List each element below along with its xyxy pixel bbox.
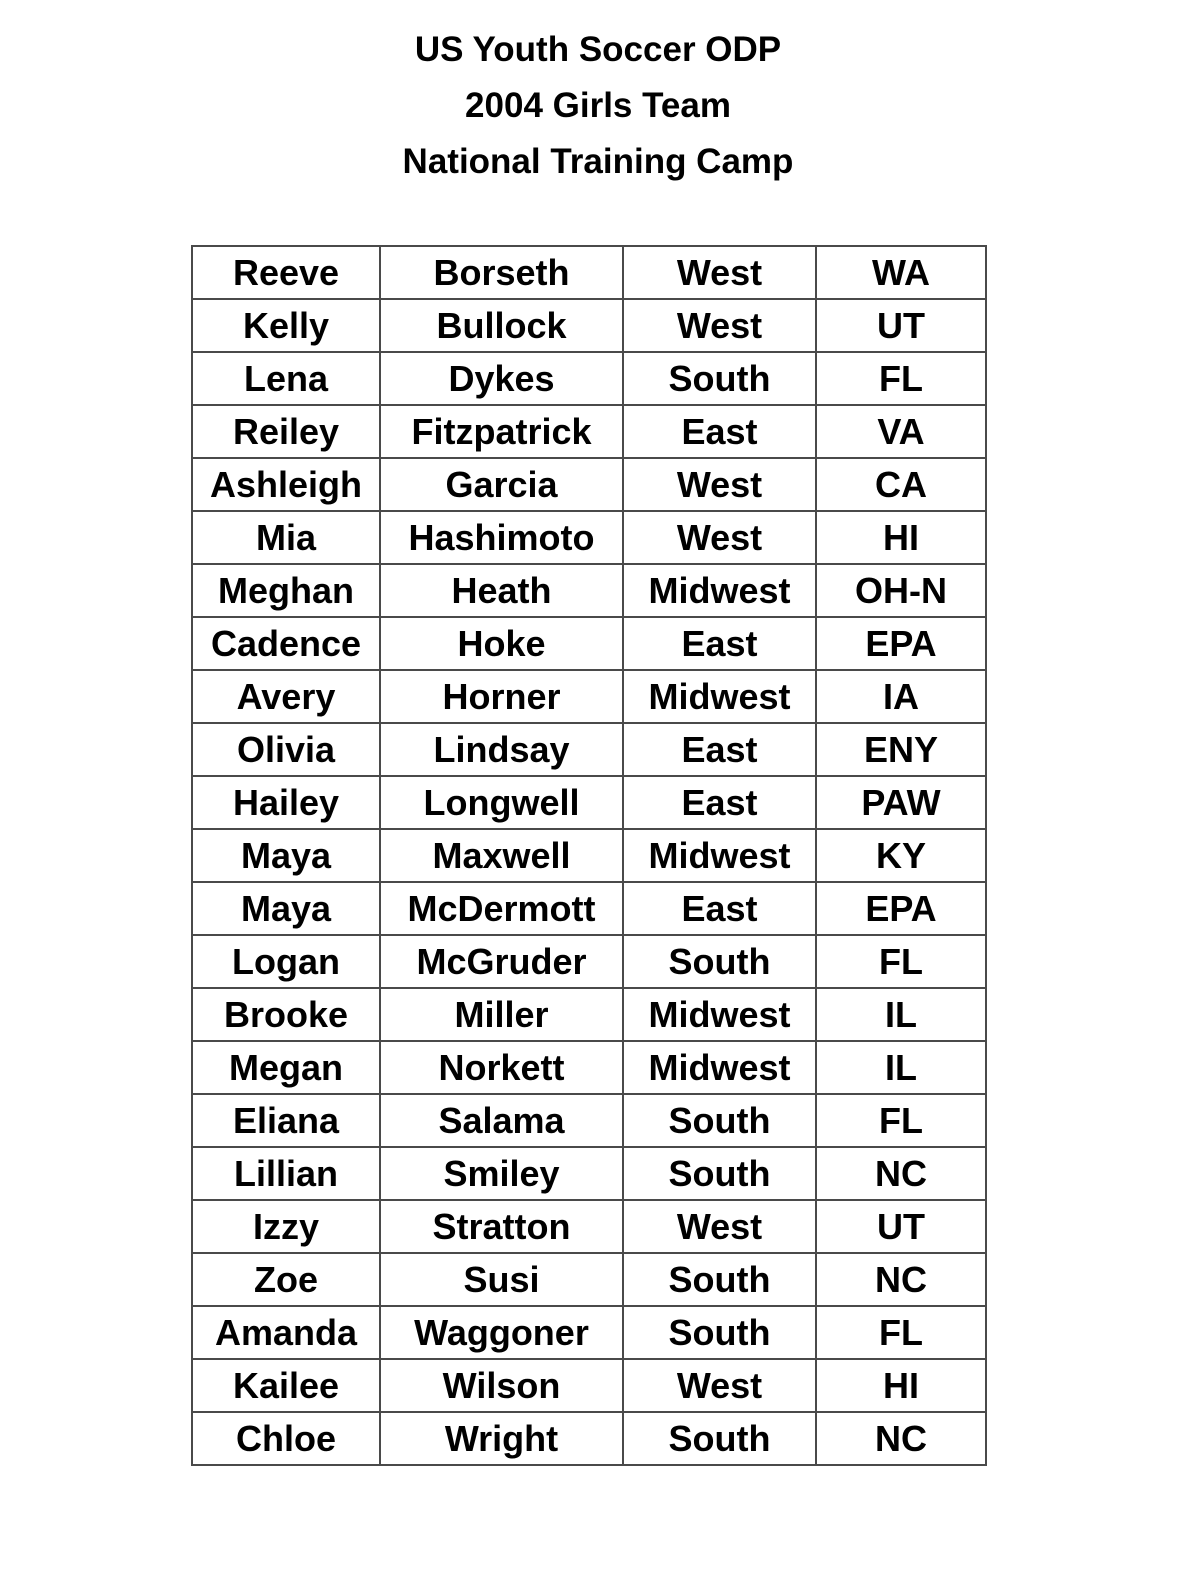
table-row <box>192 935 986 988</box>
state-cell: NC <box>816 1147 986 1200</box>
first-name-cell: Chloe <box>192 1412 380 1465</box>
state-cell: UT <box>816 299 986 352</box>
last-name-cell: Norkett <box>380 1041 623 1094</box>
last-name-cell: Stratton <box>380 1200 623 1253</box>
last-name-cell: Hoke <box>380 617 623 670</box>
first-name-cell: Olivia <box>192 723 380 776</box>
region-cell: East <box>623 882 816 935</box>
state-cell: CA <box>816 458 986 511</box>
state-cell: PAW <box>816 776 986 829</box>
table-row <box>192 564 986 617</box>
table-row <box>192 1412 986 1465</box>
first-name-cell: Maya <box>192 829 380 882</box>
last-name-cell: Heath <box>380 564 623 617</box>
document-title <box>0 22 1196 190</box>
region-cell: Midwest <box>623 670 816 723</box>
last-name-cell: Fitzpatrick <box>380 405 623 458</box>
state-cell: IL <box>816 988 986 1041</box>
first-name-cell: Kelly <box>192 299 380 352</box>
table-row <box>192 1200 986 1253</box>
table-row <box>192 1306 986 1359</box>
last-name-cell: Maxwell <box>380 829 623 882</box>
last-name-cell: Wright <box>380 1412 623 1465</box>
table-row <box>192 829 986 882</box>
last-name-cell: Borseth <box>380 246 623 299</box>
table-row <box>192 776 986 829</box>
state-cell: ENY <box>816 723 986 776</box>
last-name-cell: Susi <box>380 1253 623 1306</box>
first-name-cell: Zoe <box>192 1253 380 1306</box>
state-cell: OH-N <box>816 564 986 617</box>
region-cell: Midwest <box>623 564 816 617</box>
roster-table-body <box>192 246 986 1465</box>
table-row <box>192 299 986 352</box>
state-cell: IA <box>816 670 986 723</box>
table-row <box>192 1041 986 1094</box>
table-row <box>192 246 986 299</box>
first-name-cell: Reiley <box>192 405 380 458</box>
region-cell: West <box>623 1359 816 1412</box>
first-name-cell: Maya <box>192 882 380 935</box>
region-cell: South <box>623 1094 816 1147</box>
state-cell: EPA <box>816 617 986 670</box>
region-cell: East <box>623 776 816 829</box>
state-cell: FL <box>816 1306 986 1359</box>
region-cell: Midwest <box>623 829 816 882</box>
last-name-cell: McDermott <box>380 882 623 935</box>
title-organization: US Youth Soccer ODP <box>414 30 782 69</box>
table-row <box>192 723 986 776</box>
region-cell: South <box>623 1412 816 1465</box>
region-cell: West <box>623 246 816 299</box>
first-name-cell: Brooke <box>192 988 380 1041</box>
first-name-cell: Lena <box>192 352 380 405</box>
state-cell: UT <box>816 1200 986 1253</box>
table-row <box>192 617 986 670</box>
region-cell: South <box>623 352 816 405</box>
region-cell: West <box>623 1200 816 1253</box>
table-row <box>192 1359 986 1412</box>
region-cell: South <box>623 935 816 988</box>
region-cell: South <box>623 1253 816 1306</box>
last-name-cell: Wilson <box>380 1359 623 1412</box>
last-name-cell: Waggoner <box>380 1306 623 1359</box>
region-cell: South <box>623 1147 816 1200</box>
first-name-cell: Avery <box>192 670 380 723</box>
region-cell: Midwest <box>623 1041 816 1094</box>
table-row <box>192 988 986 1041</box>
state-cell: NC <box>816 1412 986 1465</box>
last-name-cell: Garcia <box>380 458 623 511</box>
last-name-cell: Longwell <box>380 776 623 829</box>
region-cell: West <box>623 299 816 352</box>
table-row <box>192 1094 986 1147</box>
state-cell: IL <box>816 1041 986 1094</box>
first-name-cell: Meghan <box>192 564 380 617</box>
last-name-cell: Bullock <box>380 299 623 352</box>
first-name-cell: Eliana <box>192 1094 380 1147</box>
table-row <box>192 511 986 564</box>
region-cell: Midwest <box>623 988 816 1041</box>
region-cell: South <box>623 1306 816 1359</box>
last-name-cell: Salama <box>380 1094 623 1147</box>
state-cell: FL <box>816 1094 986 1147</box>
first-name-cell: Hailey <box>192 776 380 829</box>
first-name-cell: Lillian <box>192 1147 380 1200</box>
first-name-cell: Reeve <box>192 246 380 299</box>
state-cell: EPA <box>816 882 986 935</box>
first-name-cell: Mia <box>192 511 380 564</box>
table-row <box>192 352 986 405</box>
first-name-cell: Cadence <box>192 617 380 670</box>
title-event: National Training Camp <box>402 142 794 181</box>
state-cell: HI <box>816 1359 986 1412</box>
state-cell: WA <box>816 246 986 299</box>
last-name-cell: McGruder <box>380 935 623 988</box>
last-name-cell: Dykes <box>380 352 623 405</box>
last-name-cell: Hashimoto <box>380 511 623 564</box>
table-row <box>192 458 986 511</box>
first-name-cell: Megan <box>192 1041 380 1094</box>
last-name-cell: Smiley <box>380 1147 623 1200</box>
table-row <box>192 670 986 723</box>
region-cell: East <box>623 617 816 670</box>
table-row <box>192 1147 986 1200</box>
first-name-cell: Izzy <box>192 1200 380 1253</box>
state-cell: VA <box>816 405 986 458</box>
table-row <box>192 1253 986 1306</box>
region-cell: East <box>623 405 816 458</box>
region-cell: East <box>623 723 816 776</box>
state-cell: HI <box>816 511 986 564</box>
region-cell: West <box>623 458 816 511</box>
first-name-cell: Kailee <box>192 1359 380 1412</box>
state-cell: FL <box>816 352 986 405</box>
first-name-cell: Amanda <box>192 1306 380 1359</box>
table-row <box>192 882 986 935</box>
last-name-cell: Horner <box>380 670 623 723</box>
state-cell: NC <box>816 1253 986 1306</box>
title-team: 2004 Girls Team <box>465 86 731 125</box>
first-name-cell: Ashleigh <box>192 458 380 511</box>
table-row <box>192 405 986 458</box>
last-name-cell: Lindsay <box>380 723 623 776</box>
first-name-cell: Logan <box>192 935 380 988</box>
last-name-cell: Miller <box>380 988 623 1041</box>
state-cell: FL <box>816 935 986 988</box>
region-cell: West <box>623 511 816 564</box>
roster-table <box>191 245 987 1466</box>
state-cell: KY <box>816 829 986 882</box>
